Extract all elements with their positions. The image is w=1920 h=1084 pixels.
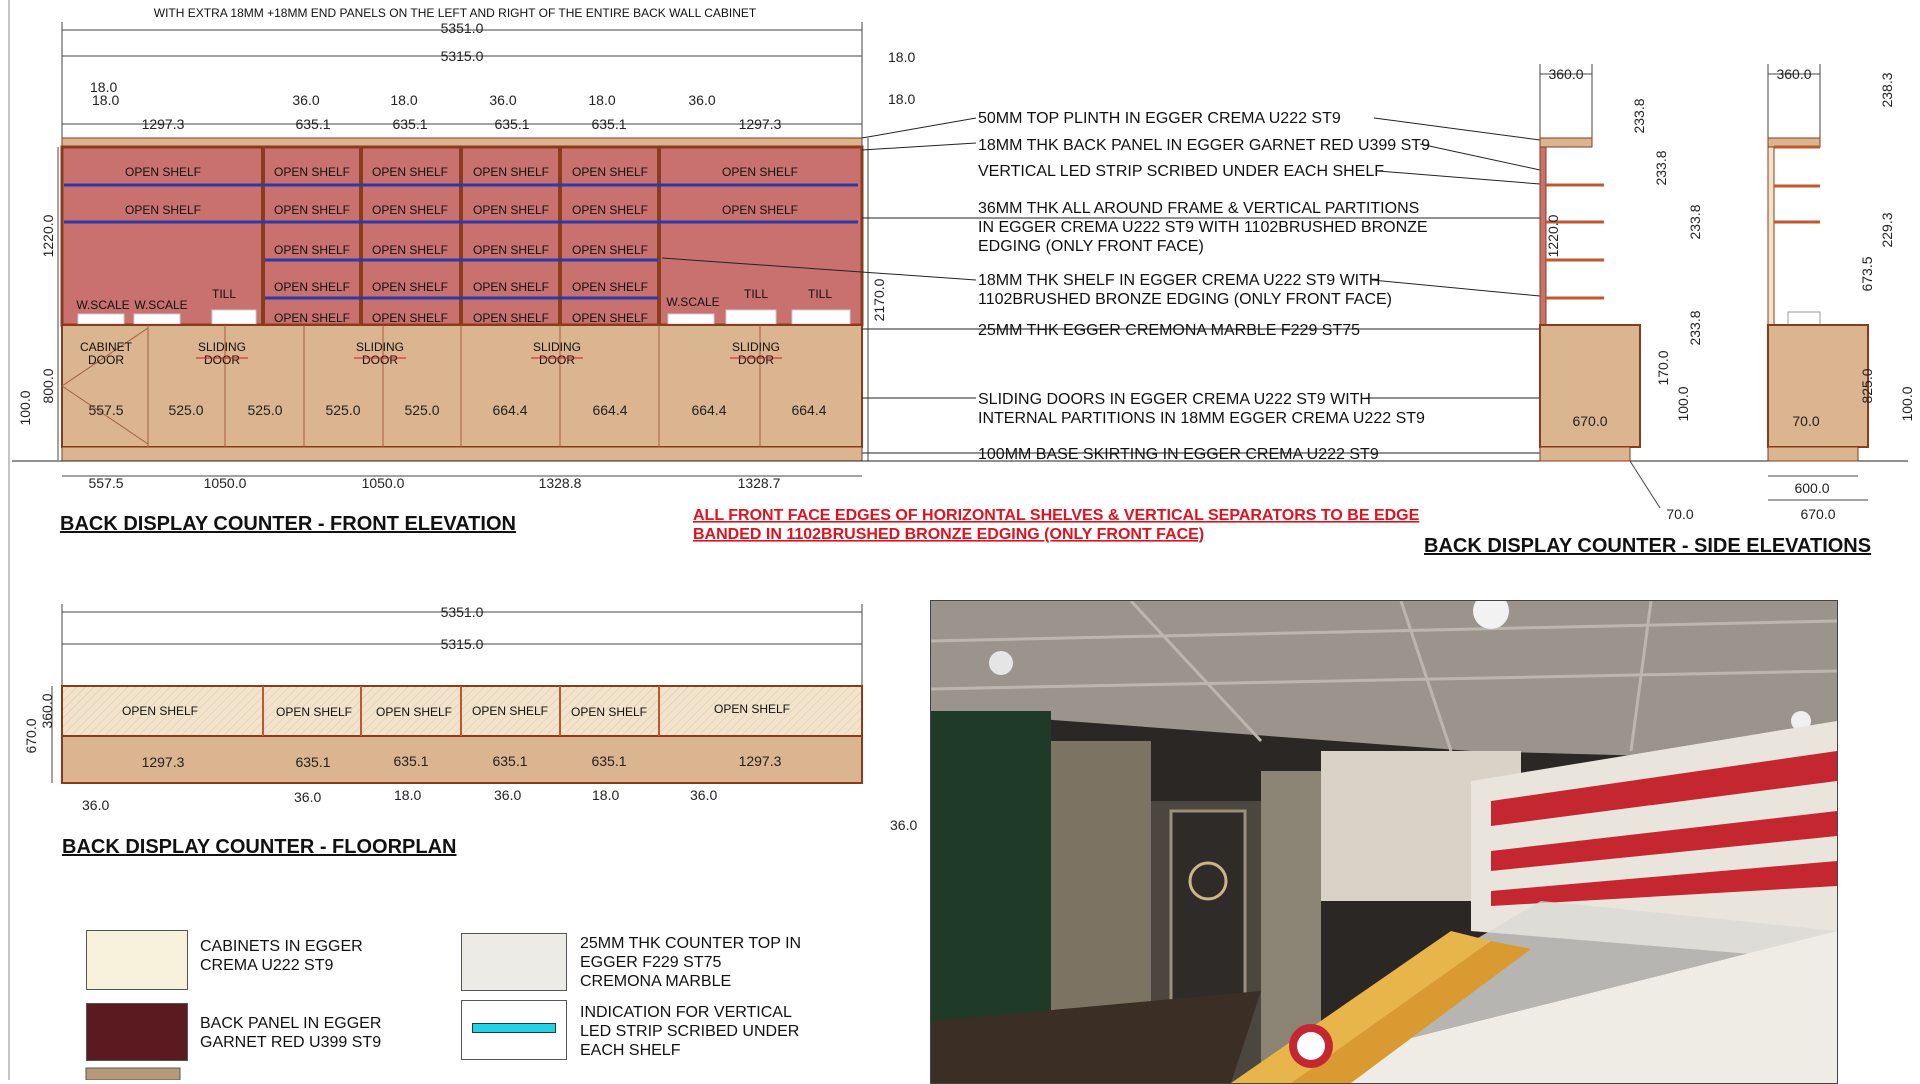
dim-base-100: 100.0	[17, 390, 33, 426]
floorplan-title: BACK DISPLAY COUNTER - FLOORPLAN	[62, 836, 457, 858]
side-b-dim: 70.0	[1792, 413, 1820, 429]
open-shelf-label: OPEN SHELF	[472, 311, 550, 325]
sliding-door-text: SLIDING	[731, 340, 781, 354]
floor-overall-5315: 5315.0	[440, 636, 484, 652]
note-frame-2: IN EGGER CREMA U222 ST9 WITH 1102BRUSHED BRONZE	[978, 219, 1428, 236]
overall-dim-5315: 5315.0	[440, 48, 484, 64]
floor-open-shelf: OPEN SHELF	[275, 705, 353, 719]
open-shelf-label: OPEN SHELF	[371, 280, 449, 294]
open-shelf-label: OPEN SHELF	[571, 311, 649, 325]
floor-gap: 36.0	[890, 817, 918, 833]
floor-gap: 18.0	[394, 787, 422, 803]
dim-w2: 635.1	[295, 116, 331, 132]
floor-width: 1297.3	[738, 753, 782, 769]
floor-gap: 36.0	[82, 797, 110, 813]
legend-text-cabinets: CABINETS IN EGGER CREMA U222 ST9	[200, 938, 363, 974]
side-a-dim: 70.0	[1666, 506, 1694, 522]
open-shelf-label: OPEN SHELF	[371, 311, 449, 325]
open-shelf-label: OPEN SHELF	[571, 165, 649, 179]
render-illustration	[931, 601, 1837, 1083]
side-b-dim: 825.0	[1859, 368, 1875, 404]
dim-w1: 1297.3	[141, 116, 185, 132]
wscale-label: W.SCALE	[76, 298, 130, 312]
interior-render-image	[930, 600, 1838, 1084]
sliding-door-label	[356, 340, 404, 367]
legend-text-countertop: 25MM THK COUNTER TOP IN EGGER F229 ST75 CREMONA MARBLE	[580, 935, 802, 990]
open-shelf-label: OPEN SHELF	[273, 203, 351, 217]
red-note-line-2: BANDED IN 1102BRUSHED BRONZE EDGING (ONLY FRONT FACE)	[693, 526, 1205, 543]
note-led-strip: VERTICAL LED STRIP SCRIBED UNDER EACH SHELF	[978, 163, 1385, 180]
sliding-door-label	[198, 340, 246, 367]
floor-width: 635.1	[295, 754, 331, 770]
side-b-dim: 229.3	[1879, 212, 1895, 248]
open-shelf-label: OPEN SHELF	[273, 280, 351, 294]
floor-open-shelf: OPEN SHELF	[121, 704, 199, 718]
door-dim: 664.4	[691, 402, 727, 418]
dim-left-18-a: 18.0	[90, 79, 118, 95]
floor-gap: 18.0	[592, 787, 620, 803]
open-shelf-label: OPEN SHELF	[273, 311, 351, 325]
wscale-label: W.SCALE	[666, 295, 720, 309]
bottom-dim: 557.5	[88, 475, 124, 491]
open-shelf-label: OPEN SHELF	[721, 203, 799, 217]
cabinet-door-text: CABINET	[79, 340, 133, 354]
side-elevation-b	[1768, 64, 1915, 522]
floorplan	[23, 604, 917, 858]
wscale-label: W.SCALE	[134, 298, 188, 312]
floor-open-shelf: OPEN SHELF	[471, 704, 549, 718]
door-dim: 557.5	[88, 402, 124, 418]
till-label: TILL	[807, 287, 833, 301]
dim-lower-800: 800.0	[40, 368, 56, 404]
door-dim: 525.0	[247, 402, 283, 418]
dim-upper-1220: 1220.0	[40, 214, 56, 258]
floor-gap: 36.0	[494, 787, 522, 803]
side-elevations-title: BACK DISPLAY COUNTER - SIDE ELEVATIONS	[1424, 535, 1872, 557]
dim-t2: 18.0	[390, 92, 418, 108]
floor-width: 635.1	[591, 753, 627, 769]
dim-t5: 36.0	[688, 92, 716, 108]
base-skirting	[62, 447, 862, 461]
sliding-door-label	[732, 340, 780, 367]
text-line: DOOR	[539, 353, 575, 367]
legend-swatch-countertop	[461, 933, 567, 991]
dim-right-18-a: 18.0	[888, 49, 916, 65]
led-strip-icon	[472, 1023, 556, 1033]
bottom-dim: 1050.0	[361, 475, 405, 491]
dim-w3: 635.1	[392, 116, 428, 132]
text-line: DOOR	[738, 353, 774, 367]
top-note: WITH EXTRA 18MM +18MM END PANELS ON THE LEFT AND RIGHT OF THE ENTIRE BACK WALL CABINET	[153, 6, 757, 20]
dim-w6: 1297.3	[738, 116, 782, 132]
sliding-door-text: SLIDING	[197, 340, 247, 354]
open-shelf-label: OPEN SHELF	[371, 165, 449, 179]
side-a-dim: 233.8	[1653, 150, 1669, 186]
floor-width: 1297.3	[141, 754, 185, 770]
side-b-dim: 670.0	[1800, 506, 1836, 522]
sliding-door-text: SLIDING	[532, 340, 582, 354]
side-a-dim: 100.0	[1675, 386, 1691, 422]
open-shelf-label: OPEN SHELF	[124, 165, 202, 179]
floor-shelf-depth-dim: 360.0	[39, 693, 55, 729]
bottom-dim: 1328.7	[737, 475, 781, 491]
side-a-dim: 233.8	[1687, 204, 1703, 240]
side-b-dim: 600.0	[1794, 480, 1830, 496]
legend-text-led: INDICATION FOR VERTICAL LED STRIP SCRIBED UNDER EACH SHELF	[580, 1004, 800, 1059]
side-a-dim: 1220.0	[1545, 214, 1561, 258]
side-a-dim: 170.0	[1655, 350, 1671, 386]
floor-width: 635.1	[393, 753, 429, 769]
side-b-dim: 238.3	[1879, 72, 1895, 108]
note-top-plinth: 50MM TOP PLINTH IN EGGER CREMA U222 ST9	[978, 110, 1341, 127]
till-label: TILL	[743, 287, 769, 301]
dim-right-18-b: 18.0	[888, 91, 916, 107]
side-a-dim: 233.8	[1687, 310, 1703, 346]
sliding-door-text: SLIDING	[355, 340, 405, 354]
dim-w5: 635.1	[591, 116, 627, 132]
legend-text-back-panel: BACK PANEL IN EGGER GARNET RED U399 ST9	[200, 1015, 382, 1051]
door-dim: 525.0	[325, 402, 361, 418]
floor-depth-dim: 670.0	[23, 718, 39, 754]
open-shelf-label: OPEN SHELF	[371, 243, 449, 257]
open-shelf-label: OPEN SHELF	[721, 165, 799, 179]
till-label: TILL	[211, 287, 237, 301]
open-shelf-label: OPEN SHELF	[472, 165, 550, 179]
door-dim: 664.4	[592, 402, 628, 418]
open-shelf-label: OPEN SHELF	[273, 165, 351, 179]
text-line: DOOR	[362, 353, 398, 367]
dim-t1: 36.0	[292, 92, 320, 108]
text-line: DOOR	[88, 353, 124, 367]
note-frame-1: 36MM THK ALL AROUND FRAME & VERTICAL PARTITIONS	[978, 200, 1420, 217]
open-shelf-label: OPEN SHELF	[472, 203, 550, 217]
text-line: DOOR	[204, 353, 240, 367]
dim-left-18-b: 18.0	[92, 92, 120, 108]
side-a-dim: 233.8	[1631, 98, 1647, 134]
open-shelf-label: OPEN SHELF	[124, 203, 202, 217]
front-elevation	[12, 6, 1908, 543]
note-sliding-1: SLIDING DOORS IN EGGER CREMA U222 ST9 WITH	[978, 391, 1371, 408]
note-sliding-2: INTERNAL PARTITIONS IN 18MM EGGER CREMA U222 ST9	[978, 410, 1425, 427]
sliding-door-label	[533, 340, 581, 367]
open-shelf-label: OPEN SHELF	[571, 280, 649, 294]
open-shelf-label: OPEN SHELF	[472, 280, 550, 294]
note-back-panel: 18MM THK BACK PANEL IN EGGER GARNET RED U399 ST9	[978, 137, 1430, 154]
floor-overall-5351: 5351.0	[440, 604, 484, 620]
open-shelf-label: OPEN SHELF	[571, 243, 649, 257]
side-a-top-dim: 360.0	[1548, 66, 1584, 82]
floor-open-shelf: OPEN SHELF	[570, 705, 648, 719]
floor-open-shelf: OPEN SHELF	[713, 702, 791, 716]
open-shelf-label: OPEN SHELF	[371, 203, 449, 217]
note-marble: 25MM THK EGGER CREMONA MARBLE F229 ST75	[978, 322, 1361, 339]
bottom-dim: 1328.8	[538, 475, 582, 491]
door-dim: 525.0	[168, 402, 204, 418]
front-elevation-title: BACK DISPLAY COUNTER - FRONT ELEVATION	[60, 513, 516, 535]
floor-gap: 36.0	[294, 789, 322, 805]
overall-dim-5351: 5351.0	[440, 20, 484, 36]
note-shelf-1: 18MM THK SHELF IN EGGER CREMA U222 ST9 WITH	[978, 272, 1381, 289]
dim-t4: 18.0	[588, 92, 616, 108]
side-b-dim: 673.5	[1859, 256, 1875, 292]
legend-swatch-partial	[86, 1068, 180, 1080]
note-shelf-2: 1102BRUSHED BRONZE EDGING (ONLY FRONT FACE)	[978, 291, 1393, 308]
door-dim: 664.4	[791, 402, 827, 418]
legend-swatch-back-panel	[86, 1003, 188, 1061]
side-b-top-dim: 360.0	[1776, 66, 1812, 82]
floor-gap: 36.0	[690, 787, 718, 803]
dim-t3: 36.0	[489, 92, 517, 108]
side-a-dim: 670.0	[1572, 413, 1608, 429]
side-elevation-a	[1540, 64, 1703, 522]
dim-total-2170: 2170.0	[871, 278, 887, 322]
door-dim: 664.4	[492, 402, 528, 418]
open-shelf-label: OPEN SHELF	[472, 243, 550, 257]
bottom-dim: 1050.0	[203, 475, 247, 491]
legend-swatch-cabinets	[86, 930, 188, 990]
floor-width: 635.1	[492, 753, 528, 769]
floor-open-shelf: OPEN SHELF	[375, 705, 453, 719]
red-note-line-1: ALL FRONT FACE EDGES OF HORIZONTAL SHELVES & VERTICAL SEPARATORS TO BE EDGE	[693, 507, 1420, 524]
open-shelf-label: OPEN SHELF	[571, 203, 649, 217]
side-b-dim: 100.0	[1899, 386, 1915, 422]
legend-swatch-led	[461, 1000, 567, 1060]
open-shelf-label: OPEN SHELF	[273, 243, 351, 257]
note-frame-3: EDGING (ONLY FRONT FACE)	[978, 238, 1204, 255]
note-skirting: 100MM BASE SKIRTING IN EGGER CREMA U222 ST9	[978, 446, 1379, 463]
dim-w4: 635.1	[494, 116, 530, 132]
door-dim: 525.0	[404, 402, 440, 418]
